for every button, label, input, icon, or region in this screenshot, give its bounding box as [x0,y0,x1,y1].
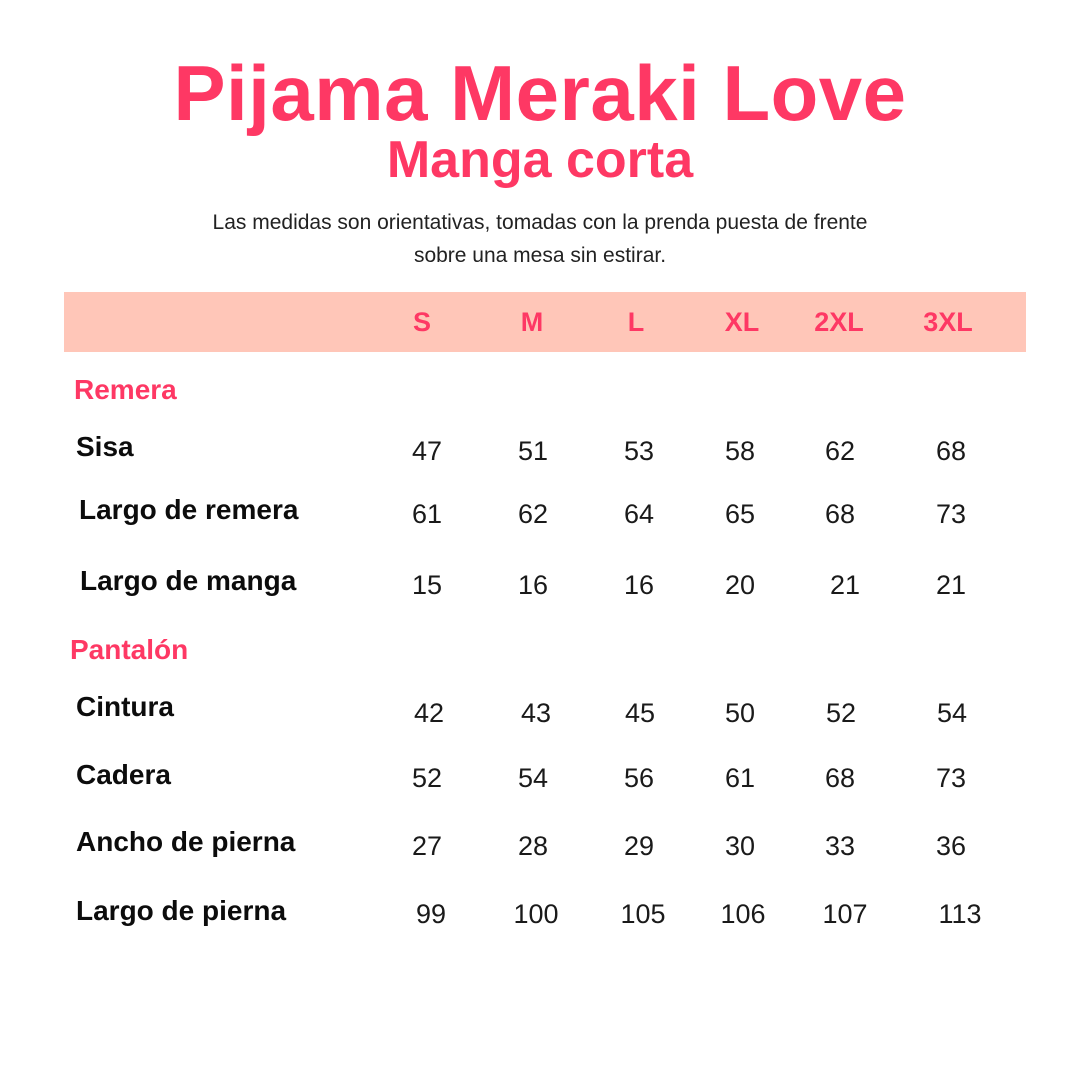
table-cell: 36 [935,831,967,861]
table-cell: 64 [623,499,655,529]
table-cell: 47 [411,436,443,466]
table-cell: 68 [824,499,856,529]
table-cell: 68 [824,763,856,793]
table-cell: 33 [824,831,856,861]
measurement-note-line-2: sobre una mesa sin estirar. [413,244,667,267]
table-cell: 21 [935,570,967,600]
table-cell: 65 [724,499,756,529]
table-cell: 16 [623,570,655,600]
table-cell: 113 [938,899,982,929]
table-cell: 50 [724,698,756,728]
table-cell: 62 [824,436,856,466]
table-cell: 27 [411,831,443,861]
row-label-ancho-de-pierna: Ancho de pierna [76,826,296,857]
size-header-m: M [520,307,544,337]
table-cell: 73 [935,499,967,529]
table-cell: 61 [724,763,756,793]
size-header-3xl: 3XL [923,307,973,337]
section-title-pantalon: Pantalón [70,634,189,665]
page-title: Pijama Meraki Love [173,49,907,137]
row-label-sisa: Sisa [76,431,134,462]
section-title-remera: Remera [74,374,177,405]
table-cell: 54 [517,763,549,793]
table-cell: 107 [822,899,868,929]
table-cell: 52 [825,698,857,728]
size-header-l: L [627,307,645,337]
row-label-largo-de-remera: Largo de remera [79,494,299,525]
measurement-note-line-1: Las medidas son orientativas, tomadas con la prenda puesta de frente [212,211,868,234]
table-cell: 73 [935,763,967,793]
table-cell: 29 [623,831,655,861]
table-cell: 106 [720,899,766,929]
table-cell: 43 [520,698,552,728]
table-cell: 62 [517,499,549,529]
table-cell: 42 [413,698,445,728]
table-cell: 99 [415,899,447,929]
row-label-largo-de-manga: Largo de manga [80,565,297,596]
table-cell: 45 [624,698,656,728]
table-cell: 100 [513,899,559,929]
table-cell: 52 [411,763,443,793]
table-cell: 105 [620,899,666,929]
table-cell: 54 [936,698,968,728]
size-header-xl: XL [724,307,760,337]
table-cell: 53 [623,436,655,466]
table-cell: 20 [724,570,756,600]
row-label-largo-de-pierna: Largo de pierna [76,895,287,926]
row-label-cintura: Cintura [76,691,174,722]
table-cell: 56 [623,763,655,793]
row-label-cadera: Cadera [76,759,171,790]
table-cell: 30 [724,831,756,861]
table-cell: 28 [517,831,549,861]
table-cell: 51 [517,436,549,466]
table-cell: 16 [517,570,549,600]
table-cell: 15 [411,570,443,600]
page-subtitle: Manga corta [386,131,694,189]
size-header-2xl: 2XL [814,307,864,337]
table-cell: 61 [411,499,443,529]
size-header-s: S [412,307,431,337]
table-cell: 21 [829,570,861,600]
table-cell: 58 [724,436,756,466]
table-cell: 68 [935,436,967,466]
